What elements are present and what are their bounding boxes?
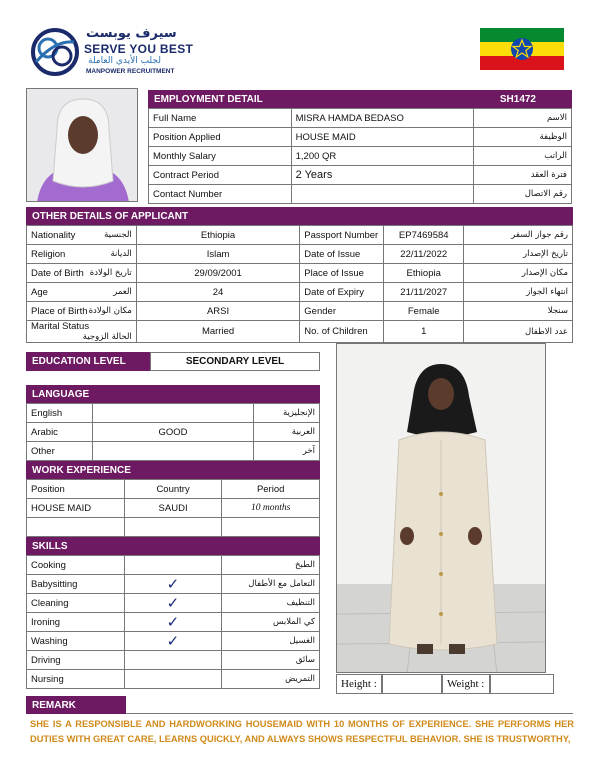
table-row xyxy=(27,226,573,245)
table-row xyxy=(27,518,320,537)
row-label: English xyxy=(27,404,93,423)
row-value: Married xyxy=(136,321,300,343)
row-value: GOOD xyxy=(92,423,253,442)
cell-position: HOUSE MAID xyxy=(27,499,125,518)
row-arabic: سنجلا xyxy=(464,302,573,321)
row-label: Full Name xyxy=(149,109,292,128)
row-value: Female xyxy=(384,302,464,321)
row-label: No. of Children xyxy=(300,321,384,343)
row-label: Monthly Salary xyxy=(149,147,292,166)
row-value: 22/11/2022 xyxy=(384,245,464,264)
work-experience-table xyxy=(26,479,320,537)
row-label-with-arabic xyxy=(27,321,137,343)
cell-period: 10 months xyxy=(222,499,320,518)
skill-label: Washing xyxy=(27,632,125,651)
education-value: SECONDARY LEVEL xyxy=(150,352,320,371)
row-label: Date of Expiry xyxy=(300,283,384,302)
skill-arabic: الغسيل xyxy=(222,632,320,651)
check-icon: ✓ xyxy=(124,575,221,594)
row-arabic: الحالة الزوجية xyxy=(82,332,132,342)
row-arabic: الراتب xyxy=(474,147,572,166)
skill-label: Driving xyxy=(27,651,125,670)
row-label: Place of Birth xyxy=(31,305,88,317)
table-row xyxy=(149,166,572,185)
row-arabic: آخر xyxy=(254,442,320,461)
skill-label: Cooking xyxy=(27,556,125,575)
logo-arabic: سيرف يوبست xyxy=(86,26,177,41)
employment-table xyxy=(148,108,572,204)
skills-table xyxy=(26,555,320,689)
row-value: 1,200 QR xyxy=(291,147,474,166)
table-row xyxy=(149,185,572,204)
row-value: Ethiopia xyxy=(384,264,464,283)
remark-underline xyxy=(126,713,573,714)
row-value: 29/09/2001 xyxy=(136,264,300,283)
remark-text: SHE IS A RESPONSIBLE AND HARDWORKING HOUSEMAID WITH 10 MONTHS OF EXPERIENCE. SHE PERFORMS HER DUTIES WITH GREAT CARE, LEARNS QUICKLY, AND ALWAYS SHOWS RESPECTFUL BEHAVIOR. SHE IS TRUSTWORTHY, xyxy=(30,719,574,744)
skill-arabic: التعامل مع الأطفال xyxy=(222,575,320,594)
column-header: Position xyxy=(27,480,125,499)
row-value: MISRA HAMDA BEDASO xyxy=(291,109,474,128)
height-label: Height : xyxy=(336,674,382,694)
check-icon xyxy=(124,670,221,689)
table-row xyxy=(27,423,320,442)
row-arabic: العربية xyxy=(254,423,320,442)
table-row xyxy=(27,283,573,302)
skill-label: Cleaning xyxy=(27,594,125,613)
column-header: Country xyxy=(124,480,222,499)
other-details-table xyxy=(26,225,573,343)
row-value: 24 xyxy=(136,283,300,302)
column-header: Period xyxy=(222,480,320,499)
row-value xyxy=(92,442,253,461)
skill-arabic: الطبخ xyxy=(222,556,320,575)
table-header-row xyxy=(27,480,320,499)
logo-name: SERVE YOU BEST xyxy=(84,42,194,56)
skill-arabic: التمريض xyxy=(222,670,320,689)
table-row xyxy=(27,651,320,670)
company-logo xyxy=(28,26,218,78)
skill-arabic: التنظيف xyxy=(222,594,320,613)
row-label: Age xyxy=(31,286,48,298)
row-arabic: عدد الاطفال xyxy=(464,321,573,343)
row-arabic: رقم الاتصال xyxy=(474,185,572,204)
table-row xyxy=(149,147,572,166)
row-arabic: انتهاء الجواز xyxy=(464,283,573,302)
row-label: Position Applied xyxy=(149,128,292,147)
row-arabic: الوظيفة xyxy=(474,128,572,147)
row-arabic: فترة العقد xyxy=(474,166,572,185)
row-arabic: مكان الولادة xyxy=(88,305,132,316)
check-icon: ✓ xyxy=(124,613,221,632)
logo-tagline: MANPOWER RECRUITMENT xyxy=(86,68,175,75)
table-row xyxy=(149,128,572,147)
row-value: EP7469584 xyxy=(384,226,464,245)
row-arabic: تاريخ الولادة xyxy=(89,267,132,278)
skills-header: SKILLS xyxy=(26,537,320,555)
row-label: Place of Issue xyxy=(300,264,384,283)
row-arabic: رقم جواز السفر xyxy=(464,226,573,245)
row-value: 1 xyxy=(384,321,464,343)
skill-label: Ironing xyxy=(27,613,125,632)
table-row xyxy=(27,632,320,651)
language-table xyxy=(26,403,320,461)
row-arabic: الديانة xyxy=(110,248,132,259)
cell-country: SAUDI xyxy=(124,499,222,518)
cell-position xyxy=(27,518,125,537)
table-row xyxy=(27,556,320,575)
table-row xyxy=(27,442,320,461)
row-value: ARSI xyxy=(136,302,300,321)
row-label-with-arabic xyxy=(27,264,137,283)
row-label: Passport Number xyxy=(300,226,384,245)
employment-header xyxy=(148,90,572,108)
row-label: Marital Status xyxy=(31,321,90,332)
row-value xyxy=(291,185,474,204)
table-row xyxy=(27,575,320,594)
row-value: HOUSE MAID xyxy=(291,128,474,147)
employment-title: EMPLOYMENT DETAIL xyxy=(154,93,263,105)
applicant-code: SH1472 xyxy=(499,93,536,105)
weight-field xyxy=(490,674,554,694)
row-label: Date of Issue xyxy=(300,245,384,264)
cell-period xyxy=(222,518,320,537)
table-row xyxy=(27,321,573,343)
row-label: Arabic xyxy=(27,423,93,442)
skill-arabic: كي الملابس xyxy=(222,613,320,632)
row-value: 2 Years xyxy=(291,166,474,185)
logo-emblem-icon xyxy=(28,28,82,76)
row-arabic: مكان الإصدار xyxy=(464,264,573,283)
other-details-header: OTHER DETAILS OF APPLICANT xyxy=(26,207,573,225)
applicant-portrait xyxy=(26,88,138,202)
row-label: Contact Number xyxy=(149,185,292,204)
row-arabic: الجنسية xyxy=(104,229,132,240)
row-value: Ethiopia xyxy=(136,226,300,245)
skill-arabic: سائق xyxy=(222,651,320,670)
table-row xyxy=(27,594,320,613)
table-row xyxy=(27,670,320,689)
row-value: Islam xyxy=(136,245,300,264)
ethiopia-flag-icon xyxy=(480,28,564,70)
work-experience-header: WORK EXPERIENCE xyxy=(26,461,320,479)
table-row xyxy=(27,613,320,632)
table-row xyxy=(27,499,320,518)
table-row xyxy=(27,264,573,283)
row-label-with-arabic xyxy=(27,226,137,245)
table-row xyxy=(27,404,320,423)
height-field xyxy=(382,674,442,694)
table-row xyxy=(149,109,572,128)
row-arabic: تاريخ الإصدار xyxy=(464,245,573,264)
row-label: Gender xyxy=(300,302,384,321)
table-row xyxy=(27,302,573,321)
education-label: EDUCATION LEVEL xyxy=(26,352,150,371)
cell-country xyxy=(124,518,222,537)
row-value: 21/11/2027 xyxy=(384,283,464,302)
remark-header: REMARK xyxy=(26,696,126,714)
row-value xyxy=(92,404,253,423)
row-label-with-arabic xyxy=(27,245,137,264)
row-label: Contract Period xyxy=(149,166,292,185)
row-label: Nationality xyxy=(31,229,76,241)
check-icon xyxy=(124,651,221,670)
row-label: Date of Birth xyxy=(31,267,84,279)
language-header: LANGUAGE xyxy=(26,385,320,403)
check-icon: ✓ xyxy=(124,632,221,651)
skill-label: Babysitting xyxy=(27,575,125,594)
weight-label: Weight : xyxy=(442,674,490,694)
row-label-with-arabic xyxy=(27,302,137,321)
check-icon xyxy=(124,556,221,575)
applicant-full-photo xyxy=(336,343,546,673)
row-label: Religion xyxy=(31,248,66,260)
row-label-with-arabic xyxy=(27,283,137,302)
skill-label: Nursing xyxy=(27,670,125,689)
row-arabic: العمر xyxy=(113,286,132,297)
row-label: Other xyxy=(27,442,93,461)
logo-arabic-sub: لجلب الأيدي العاملة xyxy=(88,56,161,66)
check-icon: ✓ xyxy=(124,594,221,613)
table-row xyxy=(27,245,573,264)
row-arabic: الإنجليزية xyxy=(254,404,320,423)
row-arabic: الاسم xyxy=(474,109,572,128)
